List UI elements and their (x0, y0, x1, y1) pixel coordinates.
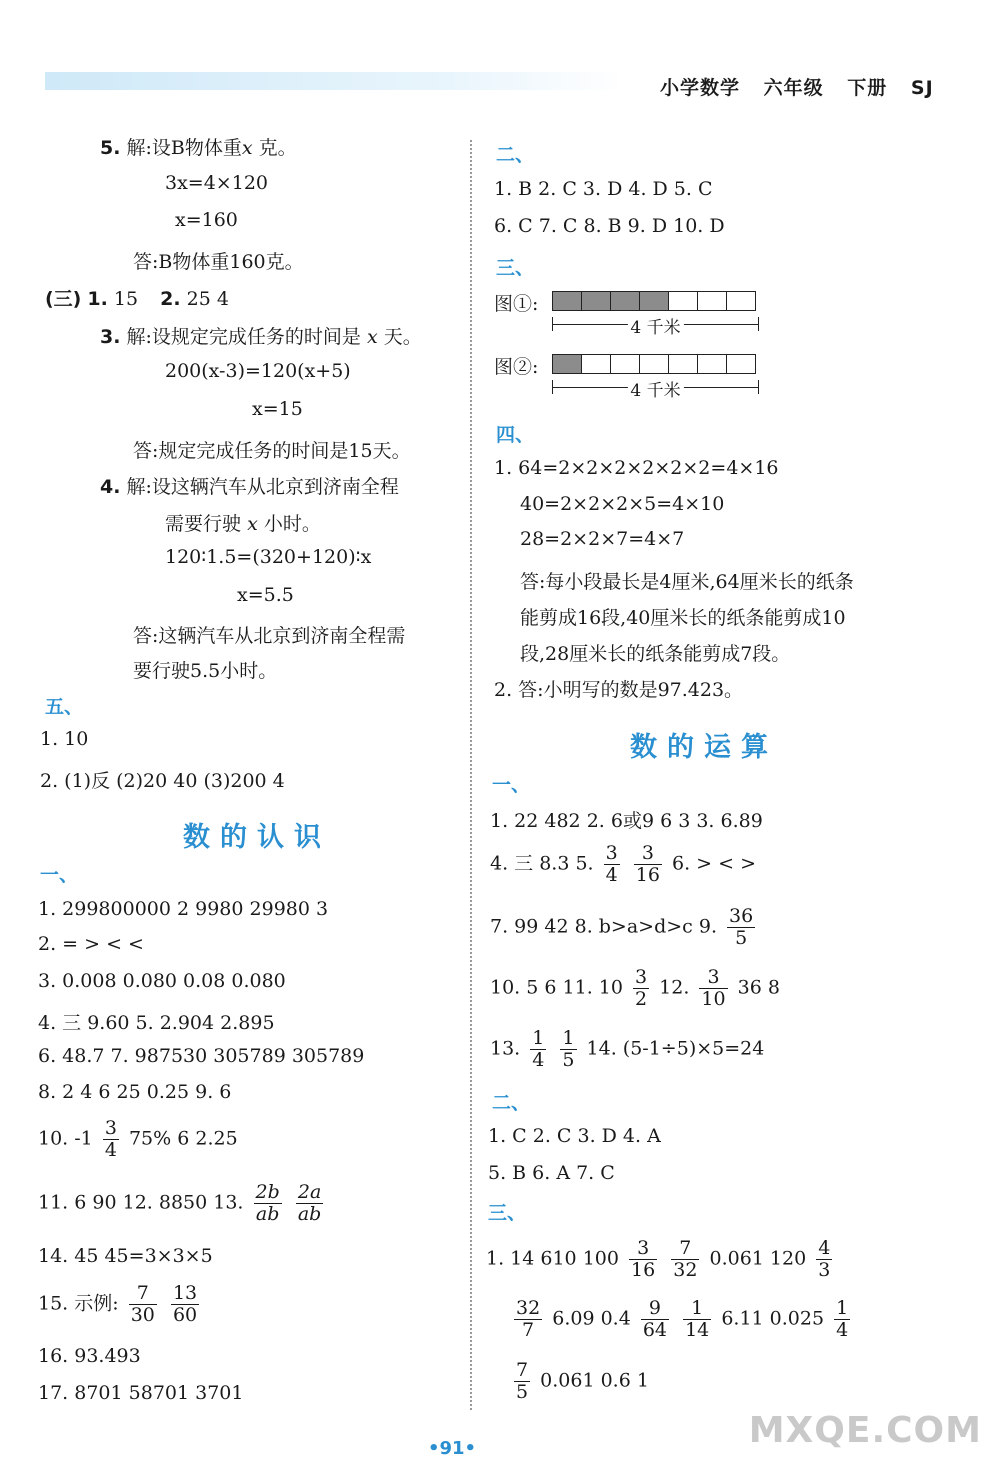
fraction: $\frac{13}{60}$ (172, 1282, 198, 1326)
fraction: $\frac{7}{30}$ (130, 1282, 155, 1326)
left-p3q4-eq1: 120∶1.5=(320+120)∶x (165, 546, 372, 568)
segment-empty (698, 355, 727, 373)
fraction: $\frac{3}{2}$ (635, 966, 648, 1010)
segment-shaded (582, 292, 611, 310)
right-c3: $\frac{7}{5}$ 0.061 0.6 1 (516, 1359, 649, 1403)
fraction: $\frac{7}{5}$ (516, 1359, 529, 1403)
figure1-dimension-label: 4 千米 (627, 313, 683, 338)
left-p3q4-line1: 4. 解:设这辆汽车从北京到济南全程 (100, 476, 399, 498)
section-two-heading-b: 二、 (492, 1092, 531, 1114)
right-a7: 7. 99 42 8. b>a>d>c 9. $\frac{36}{5}$ (490, 905, 754, 949)
right-f3: 28=2×2×7=4×7 (520, 528, 685, 550)
fraction: $\frac{1}{14}$ (685, 1297, 710, 1341)
figure2-bar (552, 354, 756, 374)
segment-empty (698, 292, 727, 310)
segment-empty (611, 355, 640, 373)
right-a1: 1. 22 482 2. 6或9 6 3 3. 6.89 (490, 810, 763, 832)
left-p3q4-answer1: 答:这辆汽车从北京到济南全程需 (133, 625, 406, 647)
right-b1: 1. C 2. C 3. D 4. A (488, 1125, 661, 1147)
right-f7: 2. 答:小明写的数是97.423。 (494, 679, 744, 701)
left-p3q3-line1: 3. 解:设规定完成任务的时间是 x 天。 (100, 326, 422, 348)
left-s5-q2: 2. (1)反 (2)20 40 (3)200 4 (40, 770, 285, 792)
fraction: $\frac{1}{4}$ (836, 1297, 849, 1341)
header-edition: SJ (910, 77, 934, 99)
title-number-operation: 数的运算 (630, 732, 778, 763)
fraction: $\frac{3}{4}$ (605, 842, 618, 886)
fraction: $\frac{2a}{ab}$ (297, 1181, 322, 1225)
fraction: $\frac{4}{3}$ (818, 1237, 831, 1281)
right-c2: $\frac{32}{7}$ 6.09 0.4 $\frac{9}{64}$ $\frac{1}{14}$ 6.11 0.025 $\frac{1}{4}$ (516, 1297, 849, 1341)
fraction: $\frac{1}{5}$ (562, 1027, 575, 1071)
section-two-heading: 二、 (496, 144, 535, 166)
segment-empty (640, 355, 669, 373)
left-s5-q1: 1. 10 (40, 728, 89, 750)
header-volume: 下册 (847, 77, 888, 99)
column-divider (470, 140, 472, 1410)
fraction: $\frac{3}{4}$ (104, 1117, 117, 1161)
right-c1: 1. 14 610 100 $\frac{3}{16}$ $\frac{7}{32}$ 0.061 120 $\frac{4}{3}$ (486, 1237, 831, 1281)
watermark: MXQE.COM (748, 1410, 982, 1451)
right-a4: 4. 三 8.3 5. $\frac{3}{4}$ $\frac{3}{16}$ 6. > < > (490, 842, 757, 886)
segment-shaded (611, 292, 640, 310)
left-part3-q1: (三) 1. 15 2. 25 4 (45, 288, 229, 310)
left-r2: 2. = > < < (38, 933, 144, 955)
fraction: $\frac{2b}{ab}$ (255, 1181, 280, 1225)
segment-shaded (553, 355, 582, 373)
left-q5-line1: 5. 解:设B物体重x 克。 (100, 137, 297, 159)
figure1-dimension (552, 314, 759, 338)
section-one-heading-b: 一、 (492, 774, 531, 796)
left-r4: 4. 三 9.60 5. 2.904 2.895 (38, 1012, 275, 1034)
section-three-heading: 三、 (496, 257, 535, 279)
right-a10: 10. 5 6 11. 10 $\frac{3}{2}$ 12. $\frac{3}{10}$ 36 8 (490, 966, 780, 1010)
left-r15: 15. 示例: $\frac{7}{30}$ $\frac{13}{60}$ (38, 1282, 198, 1326)
figure1-label: 图①: (494, 293, 539, 315)
right-f1: 1. 64=2×2×2×2×2×2=4×16 (494, 457, 779, 479)
page-header (660, 73, 934, 100)
section-four-heading: 四、 (496, 424, 535, 446)
left-p3q4-answer2: 要行驶5.5小时。 (133, 660, 278, 682)
left-q5-eq1: 3x=4×120 (165, 172, 268, 194)
left-p3q4-line2: 需要行驶 x 小时。 (165, 513, 321, 535)
segment-empty (727, 355, 755, 373)
header-decoration-bar (45, 72, 625, 90)
right-b2: 5. B 6. A 7. C (488, 1162, 615, 1184)
fraction: $\frac{32}{7}$ (516, 1297, 541, 1341)
figure1-bar (552, 291, 756, 311)
fraction: $\frac{3}{10}$ (701, 966, 726, 1010)
figure2-dimension-label: 4 千米 (627, 376, 683, 401)
right-f6: 段,28厘米长的纸条能剪成7段。 (520, 643, 791, 665)
figure2-dimension (552, 377, 759, 401)
header-grade: 六年级 (763, 77, 824, 99)
segment-shaded (553, 292, 582, 310)
section-one-heading: 一、 (40, 864, 79, 886)
left-p3q4-eq2: x=5.5 (237, 584, 294, 606)
left-r16: 16. 93.493 (38, 1345, 141, 1367)
fraction: $\frac{9}{64}$ (642, 1297, 668, 1341)
left-r10: 10. -1 $\frac{3}{4}$ 75% 6 2.25 (38, 1117, 238, 1161)
header-subject: 小学数学 (660, 77, 741, 99)
left-q5-answer: 答:B物体重160克。 (133, 251, 304, 273)
left-r11: 11. 6 90 12. 8850 13. $\frac{2b}{ab}$ $\frac{2a}{ab}$ (38, 1181, 322, 1225)
section-five-heading: 五、 (45, 696, 84, 718)
right-a13: 13. $\frac{1}{4}$ $\frac{1}{5}$ 14. (5-1÷5)×5=24 (490, 1027, 765, 1071)
left-r1: 1. 299800000 2 9980 29980 3 (38, 898, 329, 920)
fraction: $\frac{7}{32}$ (673, 1237, 698, 1281)
page-number: •91• (428, 1438, 477, 1459)
left-q5-eq2: x=160 (175, 209, 238, 231)
left-r3: 3. 0.008 0.080 0.08 0.080 (38, 970, 286, 992)
left-p3q3-answer: 答:规定完成任务的时间是15天。 (133, 440, 411, 462)
left-p3q3-eq2: x=15 (252, 398, 303, 420)
left-r6: 6. 48.7 7. 987530 305789 305789 (38, 1045, 365, 1067)
fraction: $\frac{1}{4}$ (532, 1027, 545, 1071)
right-f5: 能剪成16段,40厘米长的纸条能剪成10 (520, 607, 846, 629)
right-mc1: 1. B 2. C 3. D 4. D 5. C (494, 178, 713, 200)
segment-empty (582, 355, 611, 373)
figure2-label: 图②: (494, 356, 539, 378)
right-f4: 答:每小段最长是4厘米,64厘米长的纸条 (520, 571, 854, 593)
segment-empty (669, 355, 698, 373)
fraction: $\frac{3}{16}$ (635, 842, 660, 886)
segment-shaded (640, 292, 669, 310)
right-mc2: 6. C 7. C 8. B 9. D 10. D (494, 215, 725, 237)
left-r14: 14. 45 45=3×3×5 (38, 1245, 213, 1267)
fraction: $\frac{36}{5}$ (729, 905, 754, 949)
segment-empty (669, 292, 698, 310)
fraction: $\frac{3}{16}$ (631, 1237, 656, 1281)
left-r8: 8. 2 4 6 25 0.25 9. 6 (38, 1081, 232, 1103)
title-number-recognition: 数的认识 (183, 822, 331, 853)
segment-empty (727, 292, 755, 310)
left-p3q3-eq1: 200(x-3)=120(x+5) (165, 360, 351, 382)
section-three-heading-b: 三、 (488, 1202, 527, 1224)
left-r17: 17. 8701 58701 3701 (38, 1382, 244, 1404)
right-f2: 40=2×2×2×5=4×10 (520, 493, 725, 515)
